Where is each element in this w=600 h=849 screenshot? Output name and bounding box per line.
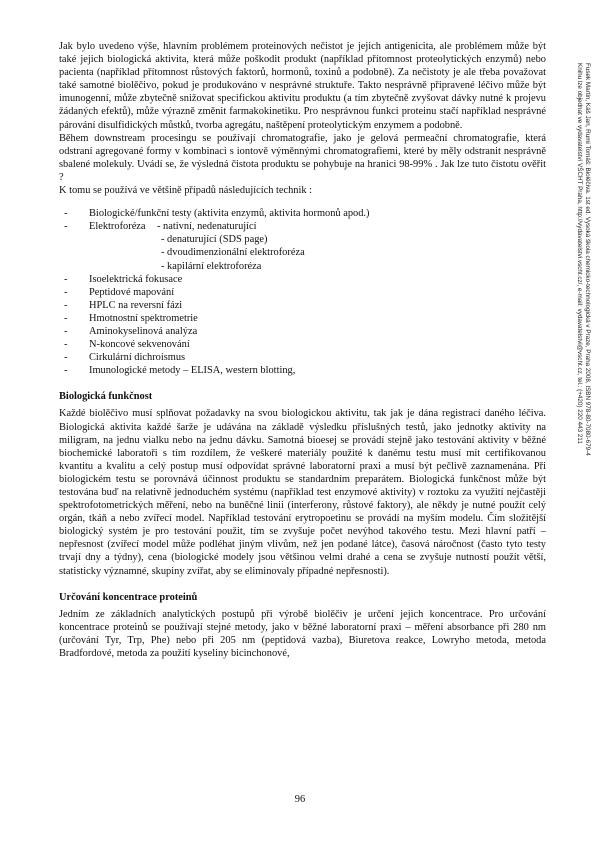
sublist-item: - denaturující (SDS page) [161,234,268,246]
sublist-item: - nativní, nedenaturující [157,221,257,233]
electrophoresis-label: Elektroforéza [89,221,146,233]
list-item: - Cirkulární dichroismus [64,352,186,364]
sublist-item: - kapilární elektroforéza [161,260,262,272]
techniques-list [59,207,546,377]
heading-protein-concentration: Určování koncentrace proteinů [59,591,198,603]
list-item: - Biologické/funkční testy (aktivita enzymů, aktivita hormonů apod.) [64,208,370,220]
heading-biological-function: Biologická funkčnost [59,391,153,403]
paragraph-protein-concentration: Jedním ze základních analytických postupů při výrobě biolěčiv je určení jejich koncentrace. Pro určování koncentrace proteinů se používají stejné metody, jako v běžné laboratorní praxi – měření absorbance při 280 nm (určování Tyr, Trp, Phe) nebo při 205 nm (peptidová vazba), Biuretova reakce, Lowryho metoda, metoda Bradfordové, metoda za použití kyseliny bicinchonové, [59,608,546,660]
list-item-electrophoresis: - Elektroforéza - nativní, nedenaturující - denaturující (SDS page) - dvoudimenzionální elektroforéza - kapilární elektroforéza [59,220,546,272]
electrophoresis-sublist [157,220,546,272]
paragraph-impurities: Jak bylo uvedeno výše, hlavním problémem proteinových nečistot je jejich antigenicita, ale problémem může být také jejich biologická aktivita, která může poškodit produkt (například přítomnost proteolytických enzymů) nebo pacienta (například přítomnost růstových faktorů, hormonů, toxinů a podobně). Za nečistoty je ale třeba považovat také samotné biolěčivo, pokud je produkováno v nesprávné struktuře. Takto nesprávně připravené léčivo může být imunogenní, může zbytečně snižovat specifickou aktivitu produktu (a tím zbytečně zvyšovat dávky nutné k projevu žádaných efektů), může výrazně změnit farmakokinetiku. Pro nesprávnou funkci proteinu stačí například nesprávné párování disulfidických můstků, tvorba agregátu, naštěpení proteolytickým enzymem a podobně. [59,41,546,131]
list-item: - Peptidové mapování [64,286,175,298]
citation-line: Fusek Martin, Káš Jan, Rumi Tomáš: Biolěčiva. 1st ed. Vysoká škola chemicko-technologická v Praze, Praha 2008, ISBN 978-80-7080-679-4 [584,63,591,456]
paragraph-techniques-intro: K tomu se používá ve většině případů následujících technik : [59,185,313,197]
list-item: - Aminokyselinová analýza [64,325,198,337]
ordering-line: Knihu lze objednat ve vydavatelství VŠCHT Praha, http://vydavatelstvi.vscht.cz/, e-mail: vydavatelstvi@vscht.cz, tel.: (+420) 220 443 211 [576,63,584,444]
list-item: - HPLC na reversní fázi [64,299,183,311]
paragraph-downstream: Během downstream procesingu se používají chromatografie, jako je gelová permeační chromatografie, která odstraní agregované formy v kombinaci s iontově výměnnými chromatografiemi, které by měly odstranit nesprávně sbalené molekuly. Uvádí se, že výsledná čistota produktu se pohybuje na hranici 98-99% . Jak lze tuto čistotu ověřit ? [59,132,546,183]
list-item: - Imunologické metody – ELISA, western blotting, [64,365,296,377]
page-content [59,40,546,660]
page-number: 96 [294,794,306,805]
list-item: - Hmotnostní spektrometrie [64,312,198,324]
sublist-item: - dvoudimenzionální elektroforéza [161,247,305,259]
list-item: - Isoelektrická fokusace [64,273,183,285]
list-item: - N-koncové sekvenování [64,339,190,351]
citation-sidebar [578,63,591,583]
paragraph-biological-function: Každé biolěčivo musí splňovat požadavky na svou biologickou aktivitu, tak jak je dána registrací daného léčiva. Biologická aktivita každé šarže je udávána na základě výsledku příslušných testů, jako jednotky aktivity na miligram, na jednu vialku nebo na jednu dávku. Samotná bioesej se provádí stejně jako testování aktivity v běžné biochemické laboratoři s tím rozdílem, že veškeré materiály použité k danému testu musí mít certifikovanou kvantitu a kvalitu a celý postup musí odpovídat správné laboratorní praxi a musí být pečlivě zaznamenána. Při biologickém testu se porovnává účinnost produktu se standardním preparátem. Biologická funkčnost může být testována buď na relativně jednoduchém systému (například test enzymové aktivity) v roztoku za využití nejčastěji spektrofotometrických měření, nebo na buněčné linii (interferony, růstové faktory), ale někdy je nutné použít celý orgán, tkáň a nebo zvířecí model. Například testování erytropoetinu se provádí na myším modelu. Čím složitější biologický systém je pro testování použit, tím se zvyšuje počet nevýhod takového testu. Mezi hlavní patří – nepřesnost (zvířecí model může podléhat jiným vlivům, než jen podané látce), časová náročnost (často tyto testy trvají dny a týdny), cena (biologické modely jsou většinou velmi drahé a cena se zvyšuje nutností použít větší, statisticky významné, skupiny zvířat, aby se eliminovaly případné nepřesnosti). [59,408,546,577]
